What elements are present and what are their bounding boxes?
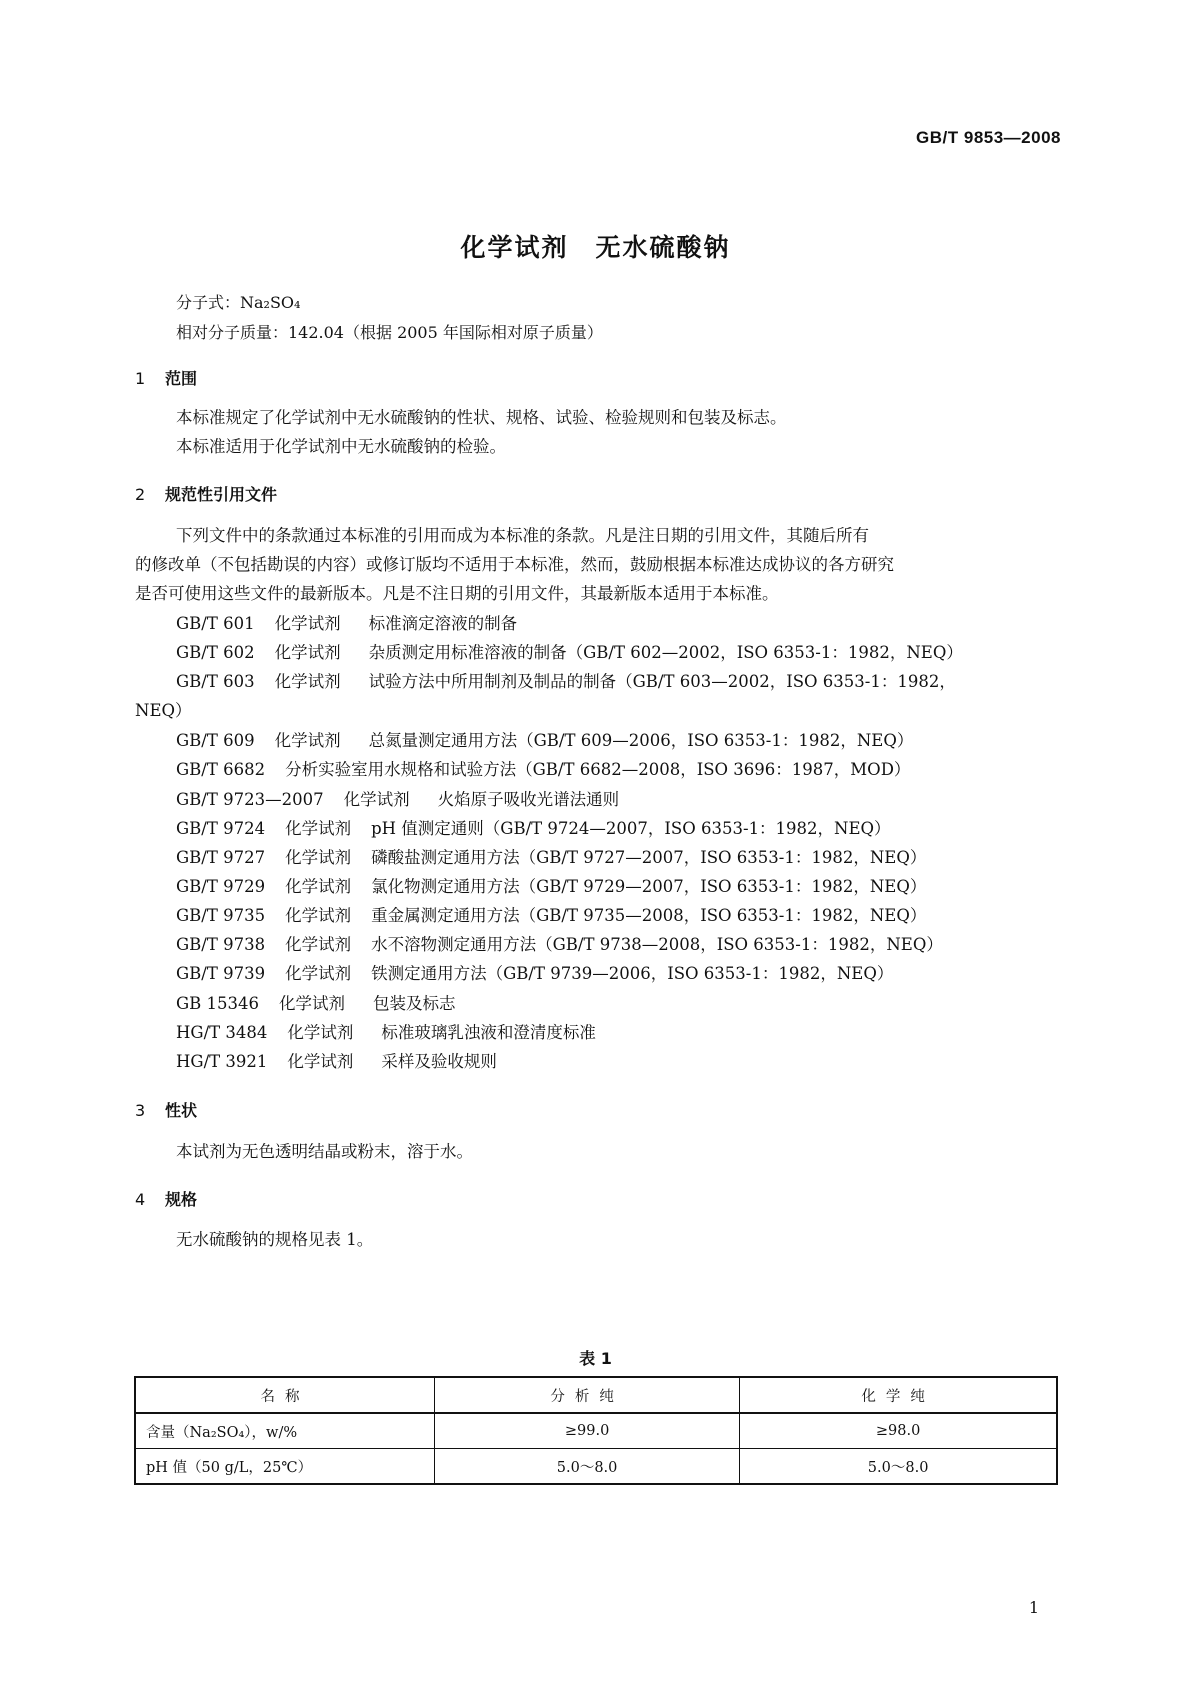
table-cell: ≥99.0: [434, 1413, 739, 1449]
section-title: 规范性引用文件: [165, 485, 278, 504]
reference-item: GB/T 609 化学试剂 总氮量测定通用方法（GB/T 609—2006，ISO 6353-1：1982，NEQ）: [176, 731, 914, 750]
reference-item: GB/T 9724 化学试剂 pH 值测定通则（GB/T 9724—2007，ISO 6353-1：1982，NEQ）: [176, 819, 891, 838]
table-cell: 5.0～8.0: [434, 1449, 739, 1485]
reference-item: GB/T 9727 化学试剂 磷酸盐测定通用方法（GB/T 9727—2007，ISO 6353-1：1982，NEQ）: [176, 848, 927, 867]
section-number: 4: [135, 1190, 146, 1209]
reference-item: GB/T 9735 化学试剂 重金属测定通用方法（GB/T 9735—2008，ISO 6353-1：1982，NEQ）: [176, 906, 927, 925]
section-2-heading: [135, 482, 277, 505]
molecular-mass: 相对分子质量：142.04（根据 2005 年国际相对原子质量）: [176, 323, 603, 342]
table-header-row: [135, 1377, 1057, 1413]
reference-item: GB/T 9738 化学试剂 水不溶物测定通用方法（GB/T 9738—2008，ISO 6353-1：1982，NEQ）: [176, 935, 943, 954]
table-caption: 表 1: [579, 1349, 612, 1368]
reference-item-continued: NEQ）: [135, 701, 192, 720]
reference-item: GB/T 602 化学试剂 杂质测定用标准溶液的制备（GB/T 602—2002，ISO 6353-1：1982，NEQ）: [176, 643, 963, 662]
table-cell: ≥98.0: [740, 1413, 1057, 1449]
section-number: 2: [135, 485, 146, 504]
column-header: 名称: [135, 1377, 434, 1413]
reference-item: GB/T 603 化学试剂 试验方法中所用制剂及制品的制备（GB/T 603—2002，ISO 6353-1：1982，: [176, 672, 956, 691]
table-cell: 含量（Na₂SO₄），w/%: [135, 1413, 434, 1449]
column-header: 化学纯: [740, 1377, 1057, 1413]
reference-item: GB/T 9723—2007 化学试剂 火焰原子吸收光谱法通则: [176, 790, 620, 809]
reference-item: HG/T 3484 化学试剂 标准玻璃乳浊液和澄清度标准: [176, 1023, 596, 1042]
paragraph: 本标准规定了化学试剂中无水硫酸钠的性状、规格、试验、检验规则和包装及标志。: [176, 408, 787, 427]
section-3-heading: [135, 1098, 197, 1121]
section-title: 规格: [165, 1190, 198, 1209]
paragraph: 下列文件中的条款通过本标准的引用而成为本标准的条款。凡是注日期的引用文件，其随后所有: [176, 526, 869, 545]
section-1-heading: [135, 366, 197, 389]
document-title: 化学试剂 无水硫酸钠: [460, 233, 731, 262]
section-title: 范围: [165, 369, 198, 388]
section-number: 1: [135, 369, 146, 388]
table-row: [135, 1449, 1057, 1485]
page-number: 1: [1028, 1598, 1039, 1617]
section-number: 3: [135, 1101, 146, 1120]
paragraph: 是否可使用这些文件的最新版本。凡是不注日期的引用文件，其最新版本适用于本标准。: [135, 584, 779, 603]
reference-item: GB/T 9739 化学试剂 铁测定通用方法（GB/T 9739—2006，ISO 6353-1：1982，NEQ）: [176, 964, 894, 983]
standard-code: GB/T 9853—2008: [916, 128, 1061, 147]
reference-item: GB/T 9729 化学试剂 氯化物测定通用方法（GB/T 9729—2007，ISO 6353-1：1982，NEQ）: [176, 877, 927, 896]
section-4-heading: [135, 1187, 197, 1210]
table-cell: 5.0～8.0: [740, 1449, 1057, 1485]
reference-item: GB/T 6682 分析实验室用水规格和试验方法（GB/T 6682—2008，ISO 3696：1987，MOD）: [176, 760, 911, 779]
section-title: 性状: [165, 1101, 198, 1120]
paragraph: 本标准适用于化学试剂中无水硫酸钠的检验。: [176, 437, 506, 456]
table-row: [135, 1413, 1057, 1449]
reference-item: GB/T 601 化学试剂 标准滴定溶液的制备: [176, 614, 518, 633]
column-header: 分析纯: [434, 1377, 739, 1413]
reference-item: HG/T 3921 化学试剂 采样及验收规则: [176, 1052, 497, 1071]
molecular-formula: 分子式：Na₂SO₄: [176, 293, 301, 312]
paragraph: 的修改单（不包括勘误的内容）或修订版均不适用于本标准，然而，鼓励根据本标准达成协议的各方研究: [135, 555, 894, 574]
paragraph: 无水硫酸钠的规格见表 1。: [176, 1230, 374, 1249]
paragraph: 本试剂为无色透明结晶或粉末，溶于水。: [176, 1142, 473, 1161]
specification-table: [134, 1376, 1058, 1485]
table-cell: pH 值（50 g/L，25℃）: [135, 1449, 434, 1485]
reference-item: GB 15346 化学试剂 包装及标志: [176, 994, 456, 1013]
